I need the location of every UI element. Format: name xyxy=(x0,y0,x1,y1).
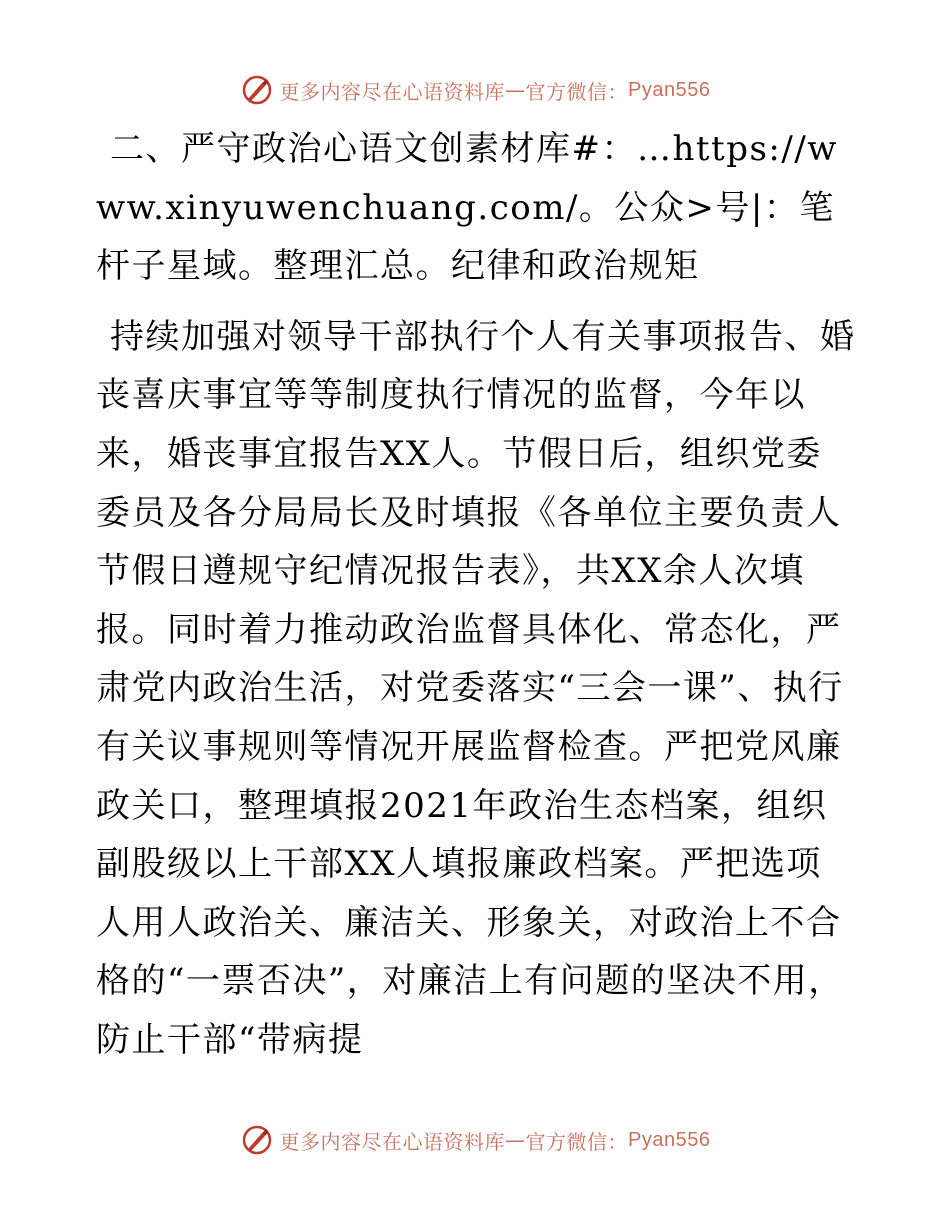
pen-nib-icon xyxy=(240,73,274,107)
header-watermark xyxy=(0,70,950,110)
footer-watermark xyxy=(0,1120,950,1160)
watermark-separator: — xyxy=(505,1128,526,1152)
pen-nib-icon xyxy=(240,1123,274,1157)
watermark-handle: Pyan556 xyxy=(628,1128,711,1151)
body-paragraph: 持续加强对领导干部执行个人有关事项报告、婚丧喜庆事宜等等制度执行情况的监督，今年以来，婚丧事宜报告XX人。节假日后，组织党委委员及各分局局长及时填报《各单位主要负责人节假日遵规守纪情况报告表》，共XX余人次填报。同时着力推动政治监督具体化、常态化，严肃党内政治生活，对党委落实“三会一课”、执行有关议事规则等情况开展监督检查。严把党风廉政关口，整理填报2021年政治生态档案，组织副股级以上干部XX人填报廉政档案。严把选项人用人政治关、廉洁关、形象关，对政治上不合格的“一票否决”，对廉洁上有问题的坚决不用，防止干部“带病提 xyxy=(96,316,856,1060)
watermark-main-text: 更多内容尽在心语资料库 xyxy=(279,1129,506,1154)
watermark-sub-text: 官方微信： xyxy=(525,1129,629,1154)
watermark-sub-text: 官方微信： xyxy=(525,79,629,104)
section-heading: 二、严守政治心语文创素材库#：…https://www.xinyuwenchuang.com/。公众>号|：笔杆子星域。整理汇总。纪律和政治规矩 xyxy=(96,129,838,287)
watermark-main-text: 更多内容尽在心语资料库 xyxy=(279,79,506,104)
watermark-handle: Pyan556 xyxy=(628,78,711,101)
document-body xyxy=(96,120,856,1070)
watermark-separator: — xyxy=(505,78,526,102)
